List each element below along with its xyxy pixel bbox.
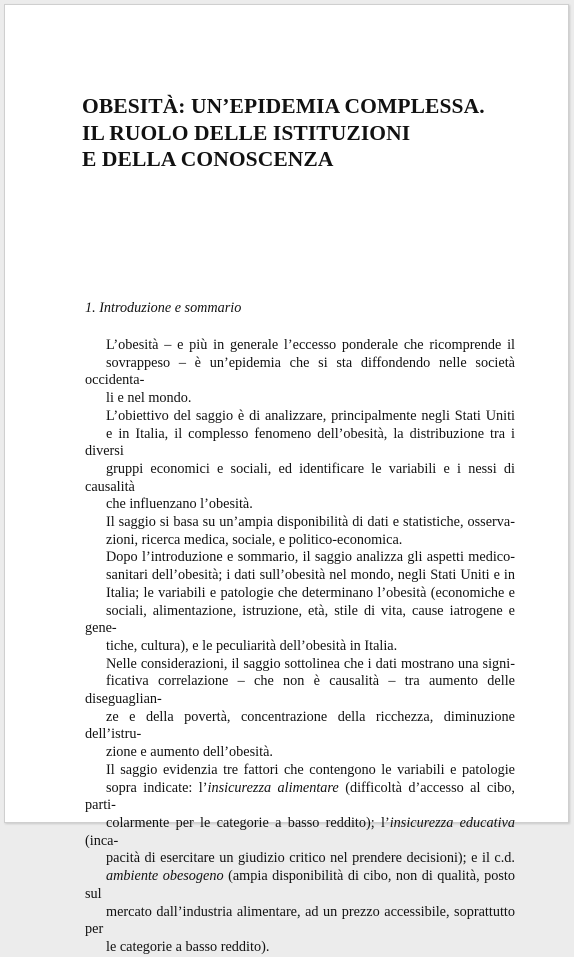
text-line: Dopo l’introduzione e sommario, il saggio analizza gli aspetti medico- (106, 549, 515, 566)
text-run: (difficoltà d’accesso al cibo, parti- (85, 779, 515, 814)
text-line: Il saggio si basa su un’ampia disponibilità di dati e statistiche, osserva- (106, 514, 515, 531)
text-run: (inca- (85, 832, 119, 849)
text-line: e in Italia, il complesso fenomeno dell’obesità, la distribuzione tra i diversi (85, 425, 515, 460)
text-line: zioni, ricerca medica, sociale, e politico-economica. (106, 531, 403, 548)
document-page (4, 4, 569, 955)
paragraph (85, 337, 515, 408)
text-line: pacità di esercitare un giudizio critico nel prendere decisioni); e il c.d. (106, 850, 515, 867)
text-line: Italia; le variabili e patologie che determinano l’obesità (economiche e (106, 584, 515, 601)
paragraph (85, 549, 515, 655)
text-line (85, 815, 515, 850)
text-line: gruppi economici e sociali, ed identificare le variabili e i nessi di causalità (85, 460, 515, 495)
text-line: sanitari dell’obesità; i dati sull’obesità nel mondo, negli Stati Uniti e in (106, 567, 515, 584)
title-line: OBESITÀ: UN’EPIDEMIA COMPLESSA. (82, 94, 485, 118)
text-line: ficativa correlazione – che non è causalità – tra aumento delle diseguaglian- (85, 673, 515, 708)
title-line: IL RUOLO DELLE ISTITUZIONI (82, 120, 411, 145)
text-line: Nelle considerazioni, il saggio sottolinea che i dati mostrano una signi- (106, 655, 515, 672)
text-line: sovrappeso – è un’epidemia che si sta diffondendo nelle società occidenta- (85, 354, 515, 389)
text-run: sopra indicate: l’ (106, 779, 208, 796)
emphasis-term: ambiente obesogeno (106, 868, 224, 885)
paragraph (85, 408, 515, 514)
text-line: L’obesità – e più in generale l’eccesso ponderale che ricomprende il (106, 337, 515, 353)
emphasis-term: insicurezza educativa (389, 814, 515, 831)
paragraph (85, 656, 515, 762)
paragraph (85, 762, 515, 957)
text-line: mercato dall’industria alimentare, ad un prezzo accessibile, soprattutto per (85, 903, 515, 938)
text-line: L’obiettivo del saggio è di analizzare, principalmente negli Stati Uniti (106, 407, 515, 424)
text-line: tiche, cultura), e le peculiarità dell’obesità in Italia. (106, 637, 398, 654)
title-line: E DELLA CONOSCENZA (82, 147, 334, 171)
body-text (85, 337, 515, 957)
text-line: le categorie a basso reddito). (106, 938, 270, 955)
text-line (85, 780, 515, 815)
text-line: li e nel mondo. (106, 390, 192, 407)
text-line: Il saggio evidenzia tre fattori che contengono le variabili e patologie (106, 761, 515, 778)
section-heading: 1. Introduzione e sommario (85, 300, 242, 316)
text-line: ze e della povertà, concentrazione della ricchezza, diminuzione dell’istru- (85, 708, 515, 743)
text-run: colarmente per le categorie a basso reddito); l’ (106, 814, 390, 831)
emphasis-term: insicurezza alimentare (207, 779, 339, 796)
text-line: sociali, alimentazione, istruzione, età, stile di vita, cause iatrogene e gene- (85, 602, 515, 637)
text-run: (ampia disponibilità di cibo, non di qualità, posto sul (85, 868, 515, 902)
text-line (85, 868, 515, 903)
chapter-title (82, 93, 485, 173)
text-line: che influenzano l’obesità. (106, 496, 253, 513)
text-line: zione e aumento dell’obesità. (106, 744, 273, 761)
paragraph (85, 514, 515, 549)
